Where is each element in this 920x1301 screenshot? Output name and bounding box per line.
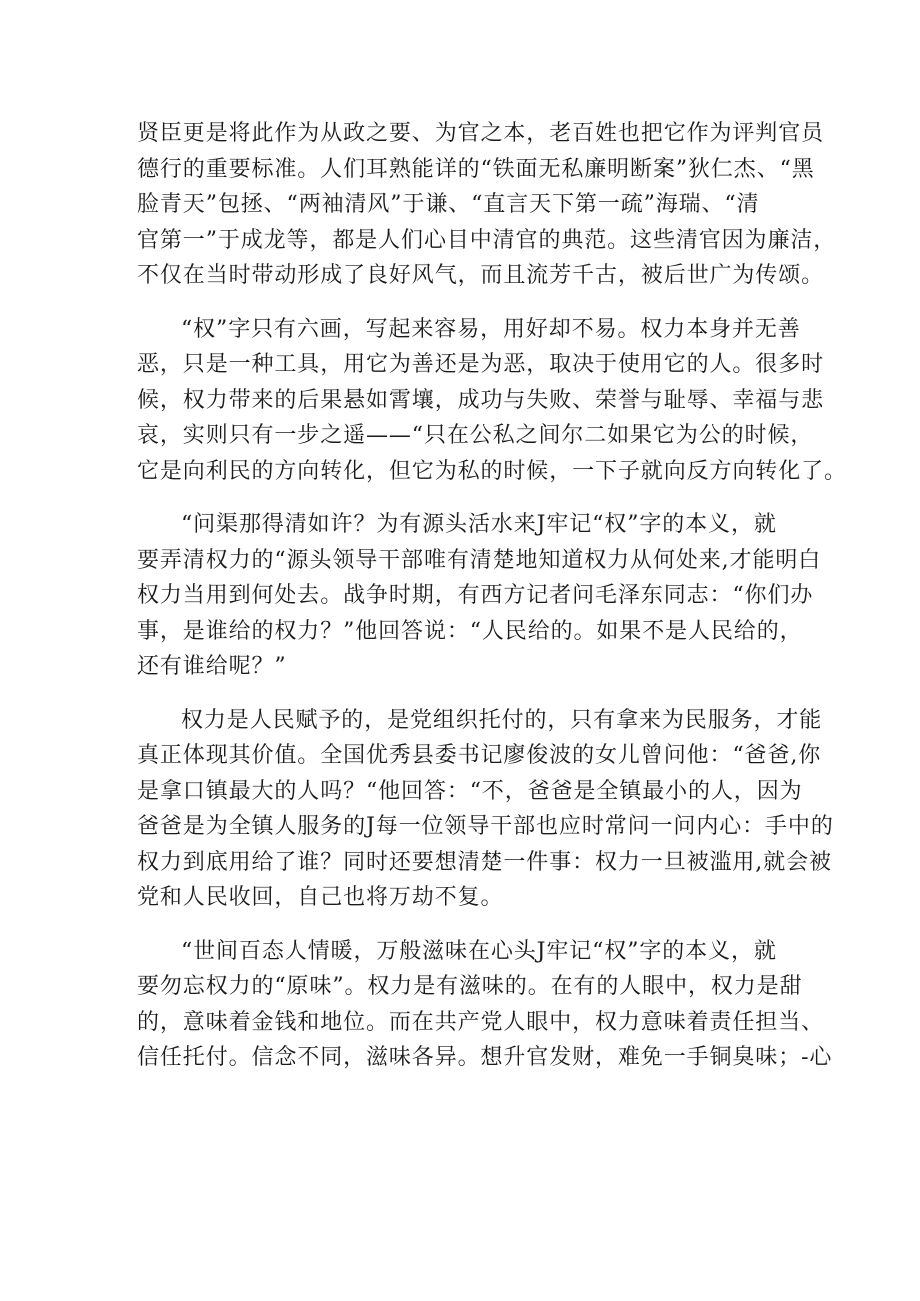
text-line: 脸青天”包拯、“两袖清风”于谦、“直言天下第一疏”海瑞、“清 — [137, 192, 760, 217]
paragraph-2 — [137, 312, 847, 490]
text-line: “问渠那得清如许？为有源头活水来J牢记“权”字的本义，就 — [181, 512, 777, 537]
text-line: 不仅在当时带动形成了良好风气，而且流芳千古，被后世广为传颂。 — [137, 263, 825, 288]
paragraph-1 — [137, 116, 837, 294]
paragraph-5 — [137, 934, 833, 1076]
text-line: 恶，只是一种工具，用它为善还是为恶，取决于使用它的人。很多时 — [137, 352, 825, 377]
text-line: 哀，实则只有一步之遥——“只在公私之间尔二如果它为公的时候， — [137, 423, 814, 448]
text-line: 事，是谁给的权力？”他回答说：“人民给的。如果不是人民给的， — [137, 618, 803, 644]
text-line: 权力是人民赋予的，是党组织托付的，只有拿来为民服务，才能 — [181, 707, 823, 733]
text-line: 真正体现其价值。全国优秀县委书记廖俊波的女儿曾问他：“爸爸,你 — [137, 743, 822, 768]
text-line: 党和人民收回，自己也将万劫不复。 — [137, 885, 504, 910]
text-line: 贤臣更是将此作为从政之要、为官之本，老百姓也把它作为评判官员 — [137, 121, 825, 146]
paragraph-gap — [137, 294, 802, 312]
paragraph-4 — [137, 703, 834, 916]
paragraph-gap — [137, 489, 802, 507]
paragraph-3 — [137, 507, 822, 685]
text-line: “世间百态人情暖，万般滋味在心头J牢记“权”字的本义，就 — [181, 938, 777, 964]
text-line: 权力到底用给了谁？同时还要想清楚一件事：权力一旦被滥用,就会被 — [137, 849, 832, 875]
text-line: 是拿口镇最大的人吗？“他回答：“不，爸爸是全镇最小的人，因为 — [137, 778, 803, 804]
paragraph-gap — [137, 916, 802, 934]
text-line: 爸爸是为全镇人服务的J每一位领导干部也应时常问一问内心：手中的 — [137, 814, 834, 839]
text-line: 要勿忘权力的“原味”。权力是有滋味的。在有的人眼中，权力是甜 — [137, 974, 803, 999]
text-line: 要弄清权力的“源头领导干部唯有清楚地知道权力从何处来,才能明白 — [137, 547, 822, 573]
text-line: 权力当用到何处去。战争时期，有西方记者问毛泽东同志：“你们办 — [137, 583, 814, 608]
text-line: 的，意味着金钱和地位。而在共产党人眼中，权力意味着责任担当、 — [137, 1009, 825, 1035]
paragraph-gap — [137, 685, 802, 703]
text-line: 官第一”于成龙等，都是人们心目中清官的典范。这些清官因为廉洁， — [137, 227, 837, 253]
text-line: 信任托付。信念不同，滋味各异。想升官发财，难免一手铜臭味；-心 — [137, 1045, 833, 1070]
text-line: 德行的重要标准。人们耳熟能详的“铁面无私廉明断案”狄仁杰、“黑 — [137, 156, 815, 182]
text-line: 候，权力带来的后果悬如霄壤，成功与失败、荣誉与耻辱、幸福与悲 — [137, 387, 825, 413]
text-line: “权”字只有六画，写起来容易，用好却不易。权力本身并无善 — [181, 316, 801, 342]
text-line: 还有谁给呢？” — [137, 654, 287, 679]
document-body — [137, 116, 847, 1076]
text-line: 它是向利民的方向转化，但它为私的时候，一下子就向反方向转化了。 — [137, 458, 847, 484]
